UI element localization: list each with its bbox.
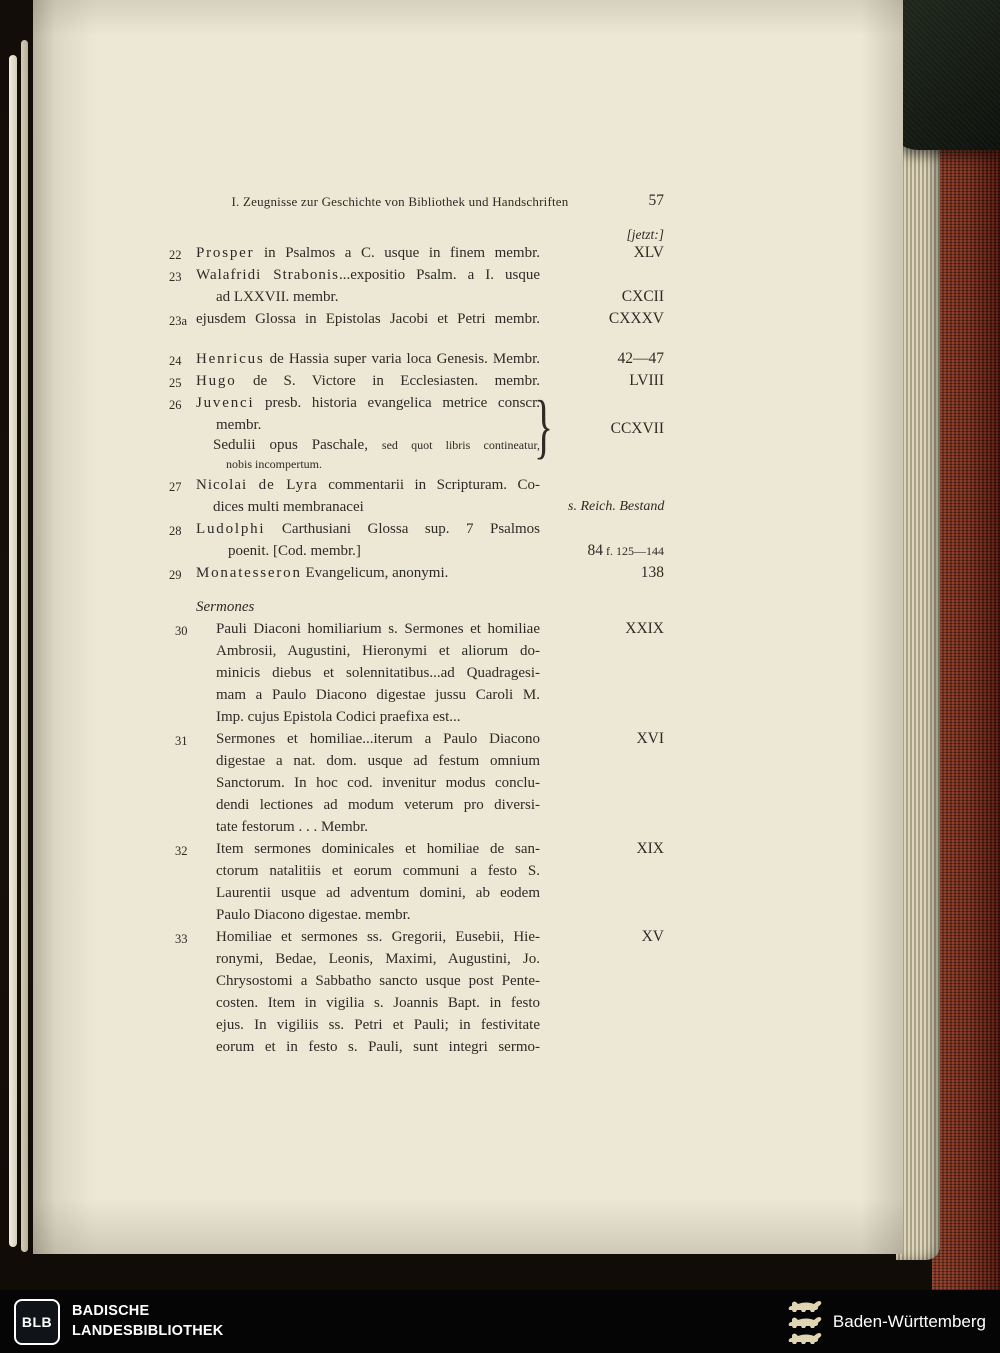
page-edge-strip xyxy=(9,55,17,1247)
entry-line: Juvenci presb. historia evangelica metrice conscr. xyxy=(196,395,540,411)
entry-line: costen. Item in vigilia s. Joannis Bapt. in festo xyxy=(216,995,540,1011)
shelfmark-value: 42—47 xyxy=(617,350,664,367)
entry-line: Ambrosii, Augustini, Hieronymi et aliorum do- xyxy=(216,643,540,659)
entry-number: 22 xyxy=(169,248,182,262)
catalog-entry xyxy=(169,370,664,392)
entry-line: poenit. [Cod. membr.] xyxy=(228,543,361,559)
catalog-entry xyxy=(169,474,665,518)
catalog-entry xyxy=(169,386,664,474)
entry-line: Nicolai de Lyra commentarii in Scripturam. Co- xyxy=(196,477,541,493)
entry-line: Sermones et homiliae...iterum a Paulo Diacono xyxy=(216,731,540,747)
catalog-text-block xyxy=(169,227,696,1058)
entry-line: Henricus de Hassia super varia loca Genesis. Membr. xyxy=(196,351,540,367)
library-name-line2: LANDESBIBLIOTHEK xyxy=(72,1322,224,1339)
state-name: Baden-Württemberg xyxy=(832,1311,986,1331)
entry-number: 28 xyxy=(169,524,182,538)
entry-line: Monatesseron Evangelicum, anonymi. xyxy=(196,565,449,581)
entry-line: Ludolphi Carthusiani Glossa sup. 7 Psalmos xyxy=(196,521,540,537)
entry-line: Walafridi Strabonis...expositio Psalm. a I. usque xyxy=(196,267,540,283)
book-cover-corner xyxy=(888,0,1000,150)
page-number: 57 xyxy=(648,192,664,209)
entry-line: ejus. In vigiliis ss. Petri et Pauli; in festivitate xyxy=(216,1017,540,1033)
grouping-brace: } xyxy=(534,386,554,466)
catalog-entry xyxy=(175,926,664,1058)
entry-line: nobis incompertum. xyxy=(226,457,322,471)
entry-number: 26 xyxy=(169,398,182,412)
entry-line: Pauli Diaconi homiliarium s. Sermones et homiliae xyxy=(216,621,540,637)
entry-line: Imp. cujus Epistola Codici praefixa est... xyxy=(216,709,461,725)
entry-number: 29 xyxy=(169,568,182,582)
entry-line: dendi lectiones ad modum veterum pro diversi- xyxy=(216,797,540,813)
shelfmark-value: XLV xyxy=(633,244,664,261)
entry-line: minicis diebus et solennitatibus...ad Quadragesi- xyxy=(216,665,540,681)
state-branding xyxy=(787,1299,986,1345)
page-edge-strip xyxy=(21,40,28,1252)
coat-of-arms-icon xyxy=(787,1299,823,1345)
entry-number: 32 xyxy=(175,844,188,858)
shelfmark-value: XV xyxy=(641,928,664,945)
section-heading: Sermones xyxy=(196,599,255,615)
catalog-entry xyxy=(169,348,664,370)
entry-number: 24 xyxy=(169,354,182,368)
entry-number: 30 xyxy=(175,624,188,638)
shelfmark-value: CXCII xyxy=(621,288,664,305)
shelfmark-value: 138 xyxy=(640,564,664,581)
book-page xyxy=(33,0,903,1254)
shelfmark-value: CCXVII xyxy=(610,420,664,437)
shelfmark-value: XXIX xyxy=(625,620,664,637)
catalog-entry xyxy=(175,728,664,838)
chapter-header: I. Zeugnisse zur Geschichte von Bibliothek und Handschriften xyxy=(231,194,569,209)
entry-number: 33 xyxy=(175,932,188,946)
entry-line: digestae a nat. dom. usque ad festum omnium xyxy=(216,753,540,769)
entry-line: Prosper in Psalmos a C. usque in finem membr. xyxy=(196,245,540,261)
catalog-entry xyxy=(169,518,664,562)
library-name-line1: BADISCHE xyxy=(72,1303,150,1320)
entry-line: Paulo Diacono digestae. membr. xyxy=(216,907,411,923)
shelfmark-value: s. Reich. Bestand xyxy=(568,499,665,514)
entry-line: Laurentii usque ad adventum domini, ab eodem xyxy=(216,885,540,901)
footer-bar xyxy=(0,1290,1000,1353)
shelfmark-value: LVIII xyxy=(629,372,664,389)
running-header xyxy=(170,194,670,214)
entry-number: 25 xyxy=(169,376,182,390)
column-note: [jetzt:] xyxy=(626,227,664,242)
catalog-entry xyxy=(175,838,664,926)
entry-line: mam a Paulo Diacono digestae jussu Caroli M. xyxy=(216,687,540,703)
catalog-entry xyxy=(169,242,664,264)
catalog-entry xyxy=(169,562,664,584)
entry-line: Sanctorum. In hoc cod. invenitur modus conclu- xyxy=(216,775,540,791)
catalog-entry xyxy=(169,264,664,308)
entry-line: ejusdem Glossa in Epistolas Jacobi et Petri membr. xyxy=(196,311,540,327)
entry-line: dices multi membranacei xyxy=(213,499,364,515)
entry-number: 27 xyxy=(169,480,182,494)
shelfmark-value: XVI xyxy=(636,730,664,747)
entry-line: eorum et in festo s. Pauli, sunt integri sermo- xyxy=(216,1039,540,1055)
catalog-entry xyxy=(175,618,664,728)
entry-number: 23a xyxy=(169,314,188,328)
entry-number: 23 xyxy=(169,270,182,284)
entry-line: ronymi, Bedae, Leonis, Maximi, Augustini, Jo. xyxy=(216,951,540,967)
entry-number: 31 xyxy=(175,734,188,748)
entry-line: Sedulii opus Paschale, sed quot libris contineatur, xyxy=(213,437,540,453)
catalog-entry xyxy=(169,308,664,330)
entry-line: membr. xyxy=(216,417,262,433)
blb-logo: BLB xyxy=(14,1299,60,1345)
shelfmark-value: CXXXV xyxy=(608,310,664,327)
entry-line: Hugo de S. Victore in Ecclesiasten. membr. xyxy=(196,373,540,389)
book-cover-right xyxy=(932,0,1000,1290)
entry-line: Item sermones dominicales et homiliae de san- xyxy=(216,841,540,857)
entry-line: ad LXXVII. membr. xyxy=(216,289,339,305)
shelfmark-value: 84 f. 125—144 xyxy=(587,542,664,559)
library-name xyxy=(72,1302,223,1340)
entry-line: ctorum natalitiis et eorum communi a festo S. xyxy=(216,863,540,879)
entry-line: tate festorum . . . Membr. xyxy=(216,819,369,835)
entry-line: Homiliae et sermones ss. Gregorii, Eusebii, Hie- xyxy=(216,929,540,945)
shelfmark-value: XIX xyxy=(636,840,664,857)
entry-line: Chrysostomi a Sabbatho sancto usque post Pente- xyxy=(216,973,540,989)
